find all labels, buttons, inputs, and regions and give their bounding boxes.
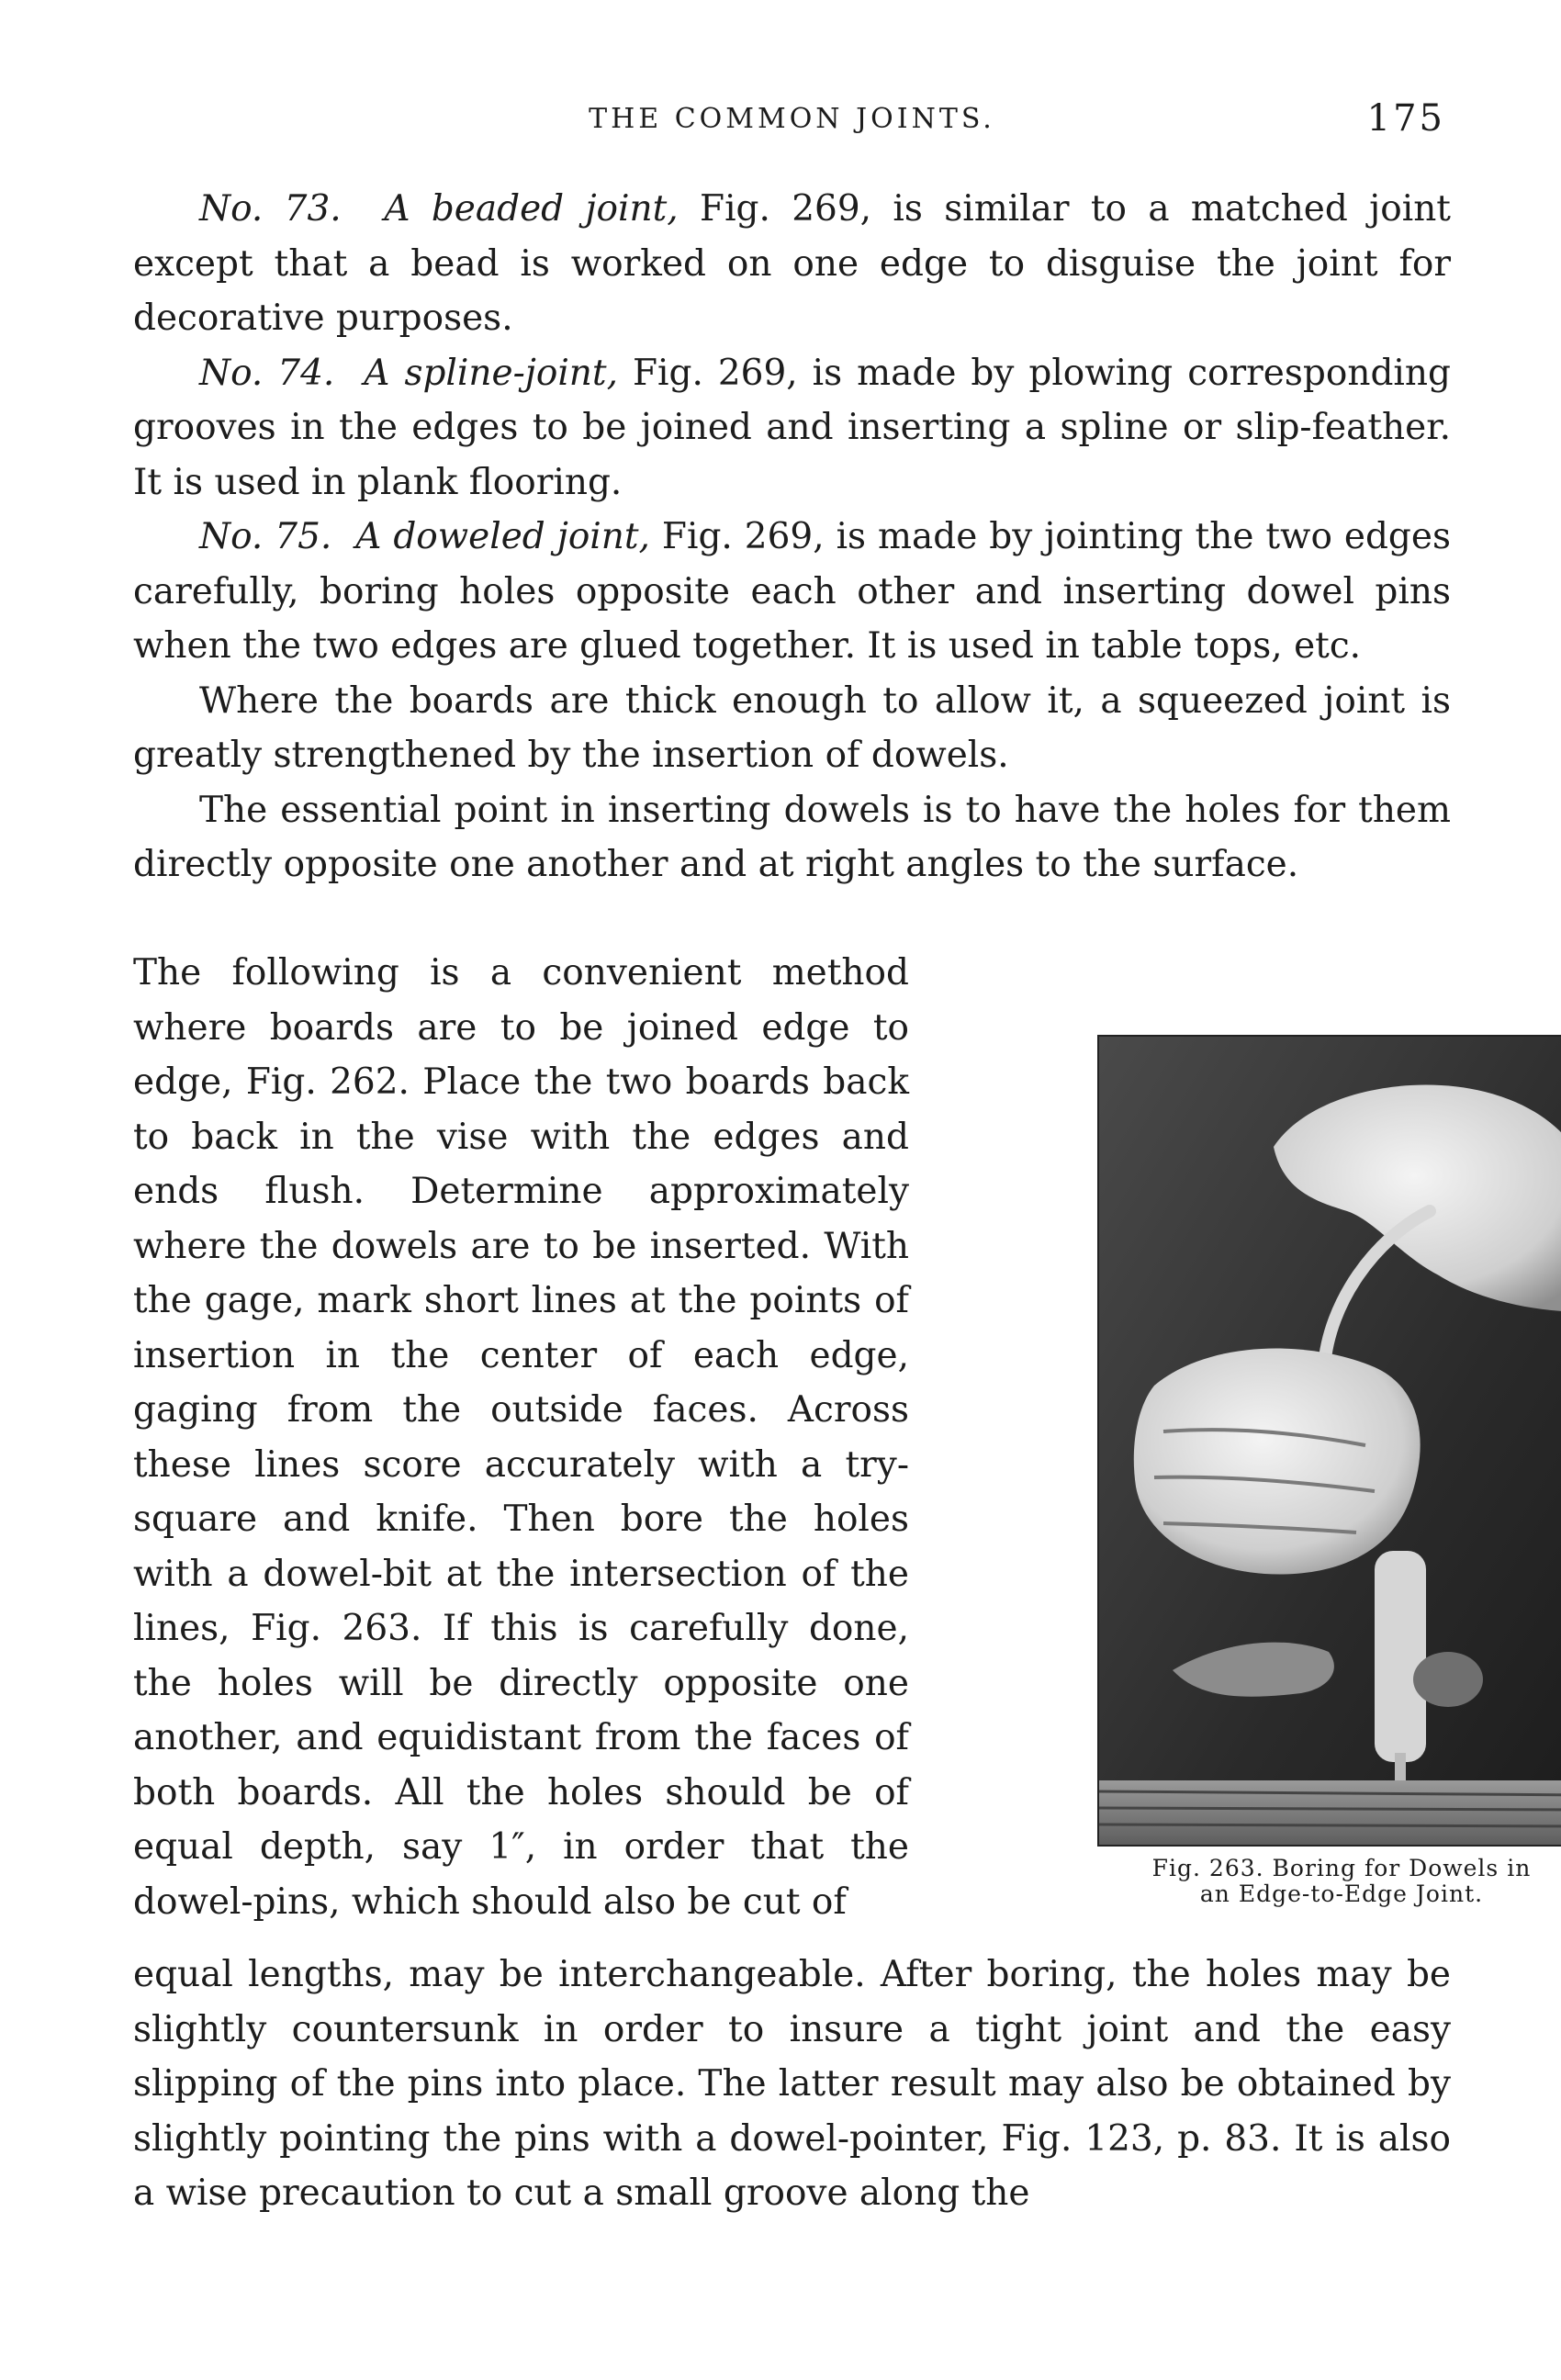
caption-line-1: Fig. 263. Boring for Dowels in xyxy=(1151,1855,1532,1881)
boring-photo-illustration xyxy=(1099,1037,1561,1845)
figure-photo xyxy=(1097,1035,1561,1847)
wrapped-column xyxy=(133,946,909,1929)
boards xyxy=(1099,1780,1561,1845)
paragraph-text: Fig. 269, is similar to a matched joint except that a bead is worked on one edge to disguise the joint for decorative purposes. xyxy=(133,188,1451,339)
paragraph-doweled-joint xyxy=(133,510,1451,674)
item-number: No. 74. xyxy=(199,352,335,394)
paragraph-essential-point: The essential point in inserting dowels is to have the holes for them directly opposite one another and at right angles to the surface. xyxy=(133,789,1451,885)
paragraph-method-continued: equal lengths, may be interchangeable. After boring, the holes may be slightly countersunk in order to insure a tight joint and the easy slipping of the pins into place. The latter result may also be obtained by slightly pointing the pins with a dowel-pointer, Fig. 123, p. 83. It is also a wise precaution to cut a small groove along the xyxy=(133,1954,1451,2214)
page-header xyxy=(133,97,1451,154)
body-text-top xyxy=(133,182,1451,892)
item-number: No. 75. xyxy=(199,516,332,557)
body-text-bottom xyxy=(133,1948,1451,2221)
paragraph-beaded-joint xyxy=(133,182,1451,346)
figure-263 xyxy=(1097,1035,1561,1907)
lower-hand xyxy=(1134,1349,1421,1575)
tool-knob xyxy=(1413,1652,1483,1707)
item-number: No. 73. xyxy=(199,188,342,230)
page-number: 175 xyxy=(1366,97,1445,140)
joint-term: A beaded joint, xyxy=(384,188,679,230)
caption-line-2: an Edge-to-Edge Joint. xyxy=(1199,1880,1484,1907)
joint-term: A spline-joint, xyxy=(364,352,618,394)
paragraph-squeezed-joint: Where the boards are thick enough to allow it, a squeezed joint is greatly strengthened by the insertion of dowels. xyxy=(133,679,1451,776)
brace-chuck xyxy=(1375,1551,1426,1762)
paragraph-text: Fig. 269, is made by plowing corresponding grooves in the edges to be joined and inserting a spline or slip-feather. It is used in plank flooring. xyxy=(133,352,1451,503)
figure-caption xyxy=(1097,1856,1561,1907)
running-title: THE COMMON JOINTS. xyxy=(589,103,995,135)
paragraph-text: Fig. 269, is made by jointing the two edges carefully, boring holes opposite each other and inserting dowel pins when the two edges are glued together. It is used in table tops, etc. xyxy=(133,516,1451,667)
joint-term: A doweled joint, xyxy=(355,516,650,557)
paragraph-method: The following is a convenient method where boards are to be joined edge to edge, Fig. 262. Place the two boards back to back in the vise with the edges and ends flush. Determine approximately where the dowels are to be inserted. With the gage, mark short lines at the points of insertion in the center of each edge, gaging from the outside faces. Across these lines score accurately with a try-square and knife. Then bore the holes with a dowel-bit at the intersection of the lines, Fig. 263. If this is carefully done, the holes will be directly opposite one another, and equidistant from the faces of both boards. All the holes should be of equal depth, say 1″, in order that the dowel-pins, which should also be cut of xyxy=(133,952,909,1923)
paragraph-spline-joint xyxy=(133,346,1451,511)
